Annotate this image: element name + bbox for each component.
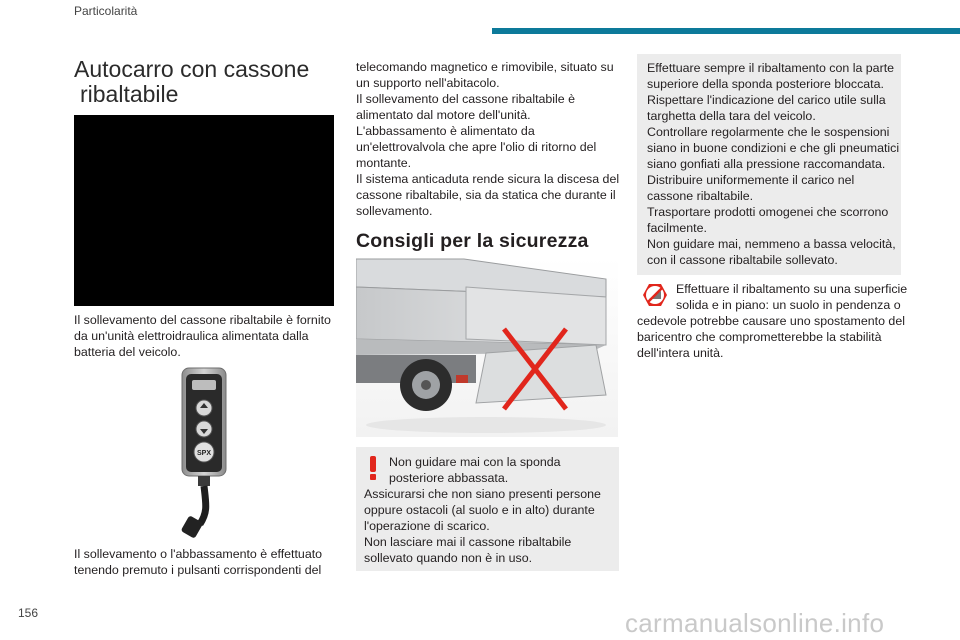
text-line: superiore della sponda posteriore bloccata. (647, 77, 884, 91)
text-line: telecomando magnetico e rimovibile, situato su (356, 60, 614, 74)
text-line: un supporto nell'abitacolo. (356, 76, 500, 90)
intro-paragraph (74, 312, 344, 360)
text-line: cassone ribaltabile, sia da statica che durante il (356, 188, 616, 202)
truck-tailgate-illustration (356, 257, 618, 437)
text-line: Rispettare l'indicazione del carico utile sulla (647, 93, 886, 107)
tipper-photo-placeholder (74, 115, 334, 306)
text-line: montante. (356, 156, 412, 170)
text-line: Il sollevamento o l'abbassamento è effettuato (74, 547, 323, 561)
page-title (74, 57, 344, 107)
header-accent-bar (492, 28, 960, 34)
text-line: Distribuire uniformemente il carico nel (647, 173, 855, 187)
continuation-paragraph (356, 59, 620, 219)
text-line: solida e in piano: un suolo in pendenza o (676, 298, 901, 312)
warning-text (364, 454, 614, 566)
text-line: da un'unità elettroidraulica alimentata dalla (74, 329, 309, 343)
advice-text (647, 60, 900, 268)
text-line: con il cassone ribaltabile sollevato. (647, 253, 838, 267)
text-line: l'operazione di scarico. (364, 519, 490, 533)
page-title-line2: ribaltabile (80, 81, 179, 107)
text-line: posteriore abbassata. (389, 471, 509, 485)
text-line: Il sollevamento del cassone ribaltabile è fornito (74, 313, 331, 327)
text-line: tenendo premuto i pulsanti corrispondenti del (74, 563, 322, 577)
text-line: siano in buone condizioni e che gli pneumatici (647, 141, 900, 155)
text-line: Controllare regolarmente che le sospensioni (647, 125, 890, 139)
text-line: Non lasciare mai il cassone ribaltabile (364, 535, 572, 549)
text-line: siano gonfiati alla pressione raccomandata. (647, 157, 886, 171)
text-line: targhetta della tara del veicolo. (647, 109, 816, 123)
text-line: Assicurarsi che non siano presenti persone (364, 487, 601, 501)
text-line: alimentato dal motore dell'unità. (356, 108, 531, 122)
remote-label: SPX (196, 450, 212, 457)
text-line: oppure ostacoli (al suolo e in alto) durante (364, 503, 595, 517)
text-line: cedevole potrebbe causare uno spostamento del (637, 314, 905, 328)
ground-advice-paragraph (637, 281, 908, 361)
text-line: Effettuare il ribaltamento su una superficie (676, 282, 908, 296)
text-line: dell'intera unità. (637, 346, 724, 360)
text-line: sollevato quando non è in uso. (364, 551, 533, 565)
operation-paragraph (74, 546, 344, 578)
watermark: carmanualsonline.info (625, 608, 885, 638)
text-line: cassone ribaltabile. (647, 189, 754, 203)
text-line: Trasportare prodotti omogenei che scorrono (647, 205, 889, 219)
text-line: baricentro che comprometterebbe la stabilità (637, 330, 882, 344)
text-line: sollevamento. (356, 204, 433, 218)
text-line: Non guidare mai, nemmeno a bassa velocità, (647, 237, 896, 251)
page-number: 156 (18, 606, 39, 620)
text-line: L'abbassamento è alimentato da (356, 124, 535, 138)
text-line: un'elettrovalvola che apre l'olio di ritorno del (356, 140, 597, 154)
text-line: Il sollevamento del cassone ribaltabile è (356, 92, 576, 106)
text-line: batteria del veicolo. (74, 345, 181, 359)
page-title-line1: Autocarro con cassone (74, 56, 310, 82)
remote-control-illustration (170, 366, 240, 538)
text-line: Il sistema anticaduta rende sicura la discesa del (356, 172, 620, 186)
safety-heading: Consigli per la sicurezza (356, 230, 589, 252)
text-line: Non guidare mai con la sponda (389, 455, 561, 469)
text-line: facilmente. (647, 221, 707, 235)
text-line: Effettuare sempre il ribaltamento con la parte (647, 61, 895, 75)
section-label: Particolarità (74, 4, 138, 18)
